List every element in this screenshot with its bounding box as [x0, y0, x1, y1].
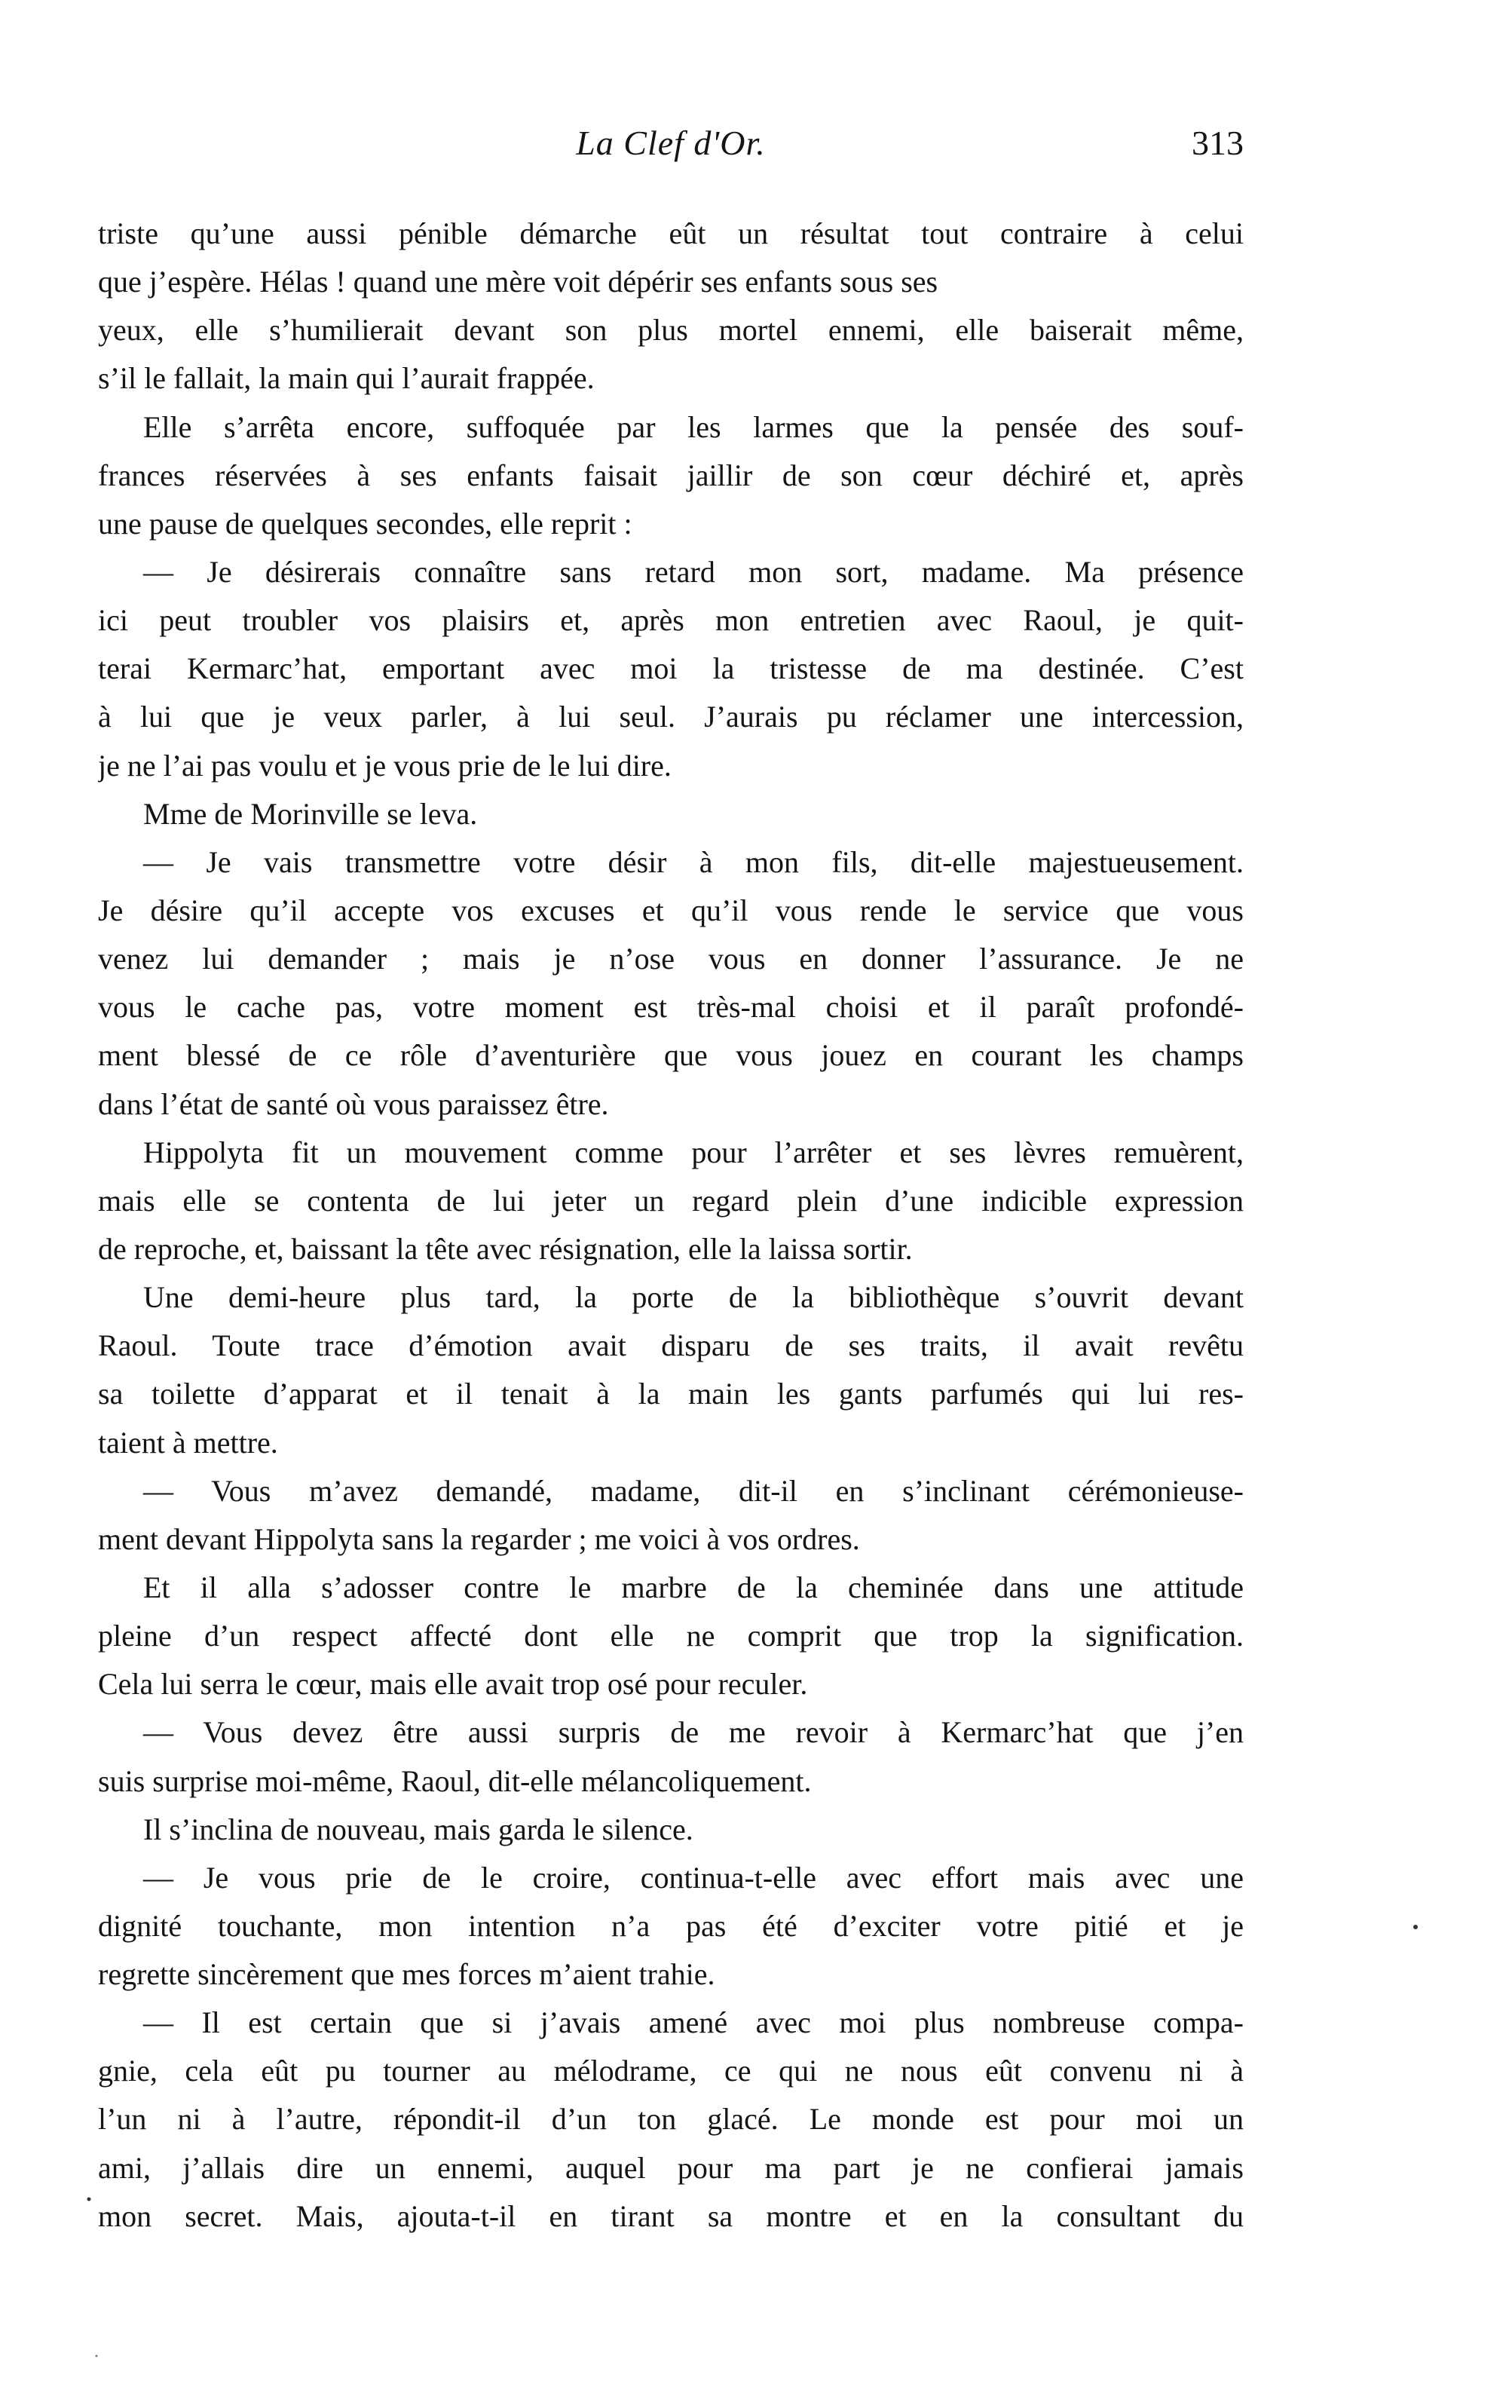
text-line: dans l’état de santé où vous paraissez être. — [98, 1086, 609, 1121]
text-line: Cela lui serra le cœur, mais elle avait trop osé pour reculer. — [98, 1667, 808, 1702]
text-line: — Il est certain que si j’avais amené avec moi plus nombreuse compa- — [143, 2005, 1244, 2040]
text-line: Je désire qu’il accepte vos excuses et qu’il vous rende le service que vous — [98, 893, 1244, 927]
text-line: — Je vous prie de le croire, continua-t-elle avec effort mais avec une — [143, 1860, 1244, 1895]
text-line: — Vous devez être aussi surpris de me revoir à Kermarc’hat que j’en — [143, 1715, 1244, 1750]
text-line: triste qu’une aussi pénible démarche eût un résultat tout contraire à celui — [98, 216, 1244, 250]
text-line: ami, j’allais dire un ennemi, auquel pour ma part je ne confierai jamais — [98, 2150, 1244, 2185]
text-line: Une demi-heure plus tard, la porte de la bibliothèque s’ouvrit devant — [143, 1280, 1244, 1315]
running-head — [98, 121, 1244, 173]
text-line: l’un ni à l’autre, répondit-il d’un ton glacé. Le monde est pour moi un — [98, 2102, 1244, 2137]
text-line: pleine d’un respect affecté dont elle ne comprit que trop la signification. — [98, 1619, 1244, 1653]
text-line: mais elle se contenta de lui jeter un regard plein d’une indicible expression — [98, 1183, 1244, 1218]
text-line: que j’espère. Hélas ! quand une mère voit dépérir ses enfants sous ses — [98, 265, 938, 299]
text-line: terai Kermarc’hat, emportant avec moi la tristesse de ma destinée. C’est — [98, 651, 1244, 686]
text-line: ment devant Hippolyta sans la regarder ; me voici à vos ordres. — [98, 1521, 860, 1556]
text-line: s’il le fallait, la main qui l’aurait frappée. — [98, 361, 595, 396]
text-line: je ne l’ai pas voulu et je vous prie de le lui dire. — [98, 748, 672, 783]
text-line: — Je vais transmettre votre désir à mon fils, dit-elle majestueusement. — [143, 844, 1244, 879]
text-line: regrette sincèrement que mes forces m’aient trahie. — [98, 1957, 715, 1992]
text-line: ici peut troubler vos plaisirs et, après mon entretien avec Raoul, je quit- — [98, 603, 1244, 638]
text-line: taient à mettre. — [98, 1425, 278, 1460]
text-line: Raoul. Toute trace d’émotion avait disparu de ses traits, il avait revêtu — [98, 1328, 1244, 1363]
ink-speck — [96, 2355, 98, 2357]
text-line: Mme de Morinville se leva. — [143, 796, 478, 831]
ink-speck — [87, 2198, 91, 2201]
text-line: — Je désirerais connaître sans retard mon sort, madame. Ma présence — [143, 554, 1244, 589]
text-line: Et il alla s’adosser contre le marbre de la cheminée dans une attitude — [143, 1570, 1244, 1604]
text-line: de reproche, et, baissant la tête avec résignation, elle la laissa sortir. — [98, 1231, 913, 1266]
text-line: mon secret. Mais, ajouta-t-il en tirant sa montre et en la consultant du — [98, 2198, 1244, 2233]
text-line: — Vous m’avez demandé, madame, dit-il en s’inclinant cérémonieuse- — [143, 1473, 1244, 1508]
text-line: Il s’inclina de nouveau, mais garda le silence. — [143, 1812, 693, 1846]
text-line: Hippolyta fit un mouvement comme pour l’arrêter et ses lèvres remuèrent, — [143, 1135, 1244, 1169]
text-line: suis surprise moi-même, Raoul, dit-elle mélancoliquement. — [98, 1763, 812, 1798]
text-line: Elle s’arrêta encore, suffoquée par les larmes que la pensée des souf- — [143, 409, 1244, 444]
ink-speck — [1413, 1925, 1418, 1929]
page-number: 313 — [1192, 124, 1244, 162]
text-line: une pause de quelques secondes, elle reprit : — [98, 506, 632, 541]
text-line: à lui que je veux parler, à lui seul. J’aurais pu réclamer une intercession, — [98, 700, 1244, 734]
text-line: ment blessé de ce rôle d’aventurière que vous jouez en courant les champs — [98, 1038, 1244, 1073]
running-title: La Clef d'Or. — [576, 124, 766, 162]
text-line: venez lui demander ; mais je n’ose vous en donner l’assurance. Je ne — [98, 942, 1244, 976]
text-line: sa toilette d’apparat et il tenait à la main les gants parfumés qui lui res- — [98, 1377, 1244, 1411]
text-line: yeux, elle s’humilierait devant son plus mortel ennemi, elle baiserait même, — [98, 313, 1244, 348]
body-text — [98, 210, 1244, 2241]
text-line: frances réservées à ses enfants faisait jaillir de son cœur déchiré et, après — [98, 458, 1244, 492]
text-line: vous le cache pas, votre moment est très-mal choisi et il paraît profondé- — [98, 990, 1244, 1025]
text-line: gnie, cela eût pu tourner au mélodrame, ce qui ne nous eût convenu ni à — [98, 2054, 1244, 2088]
text-line: dignité touchante, mon intention n’a pas été d’exciter votre pitié et je — [98, 1908, 1244, 1943]
